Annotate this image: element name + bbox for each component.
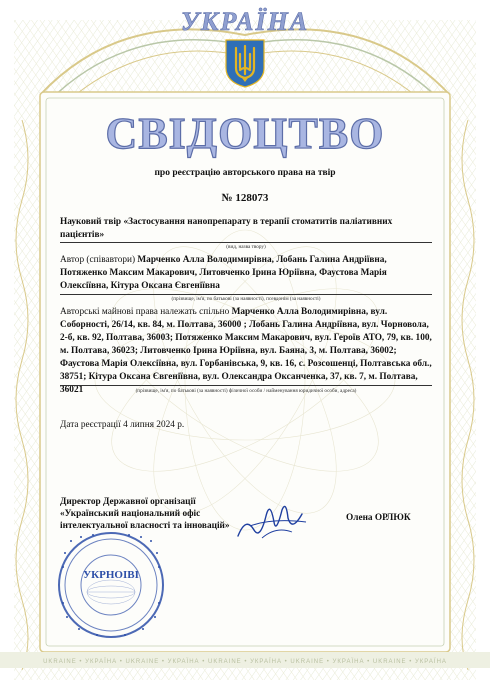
work-caption: (вид, назва твору)	[226, 244, 266, 250]
work-title: «Застосування нанопрепарату в терапії стоматитів паліативних пацієнтів»	[60, 217, 393, 240]
divider	[60, 242, 432, 243]
certificate-number: № 128073	[221, 192, 269, 204]
handwritten-signature-icon	[232, 496, 312, 544]
svg-text:UKRAINE • УКРАЇНА • UKRAINE •: UKRAINE • УКРАЇНА • UKRAINE • УКРАЇНА • UKRAINE • УКРАЇНА • UKRAINE • УКРАЇНА • UKRAINE • УКРАЇНА	[43, 659, 447, 665]
certificate-subtitle: про реєстрацію авторського права на твір	[154, 168, 336, 178]
authors-label: Автор (співавтори)	[60, 255, 136, 265]
authors-names: Марченко Алла Володимирівна, Лобань Галина Андріївна, Потяженко Максим Макарович, Литовченко Ірина Юріївна, Фаустова Марія Олексіївна, Кітура Оксана Євгеніївна	[60, 255, 387, 291]
authors-caption: (прізвище, ім'я, по батькові (за наявності), псевдонім (за наявності)	[171, 296, 321, 302]
divider	[60, 385, 432, 386]
svg-text:УКРАЇНА: УКРАЇНА	[180, 7, 310, 36]
tryzub-icon	[222, 38, 268, 88]
certificate-title	[0, 104, 490, 164]
work-section	[60, 216, 432, 242]
work-label: Науковий твір	[60, 217, 122, 227]
owners-section	[60, 306, 432, 397]
signer-name: Олена ОРЛЮК	[346, 513, 411, 523]
svg-text:УКРНОІВІ: УКРНОІВІ	[83, 569, 139, 581]
owners-text: Марченко Алла Володимирівна, вул. Соборності, 26/14, кв. 84, м. Полтава, 36000 ; Лобань Галина Андріївна, вул. Чорновола, 2-б, кв. 92, Полтава, 36003; Потяженко Максим Макарович, вул. Героїв АТО, 79, кв. 100, м. Полтава, 36023; Литовченко Ірина Юріївна, вул. Баяна, 3, м. Полтава, 36002; Фаустова Марія Олексіївна, вул. Горбанівська, 9, кв. 16, с. Розсошенці, Полтавська обл., 38751; Кітура Оксана Євгеніївна, вул. Олександра Оксанченка, 37, кв. 7, м. Полтава, 36021	[60, 307, 432, 395]
country-heading	[0, 2, 490, 38]
registration-date: Дата реєстрації 4 липня 2024 р.	[60, 420, 185, 430]
official-stamp-icon	[56, 530, 166, 640]
owners-caption: (прізвище, ім'я, по батькові (за наявності) фізичної особи / найменування юридичної особи, адреса)	[135, 388, 357, 394]
authors-section	[60, 254, 432, 293]
divider	[60, 294, 432, 295]
footer-pattern	[0, 652, 490, 668]
director-position: Директор Державної організації «Український національний офіс інтелектуальної власності та інновацій»	[60, 497, 230, 531]
owners-label: Авторські майнові права належать спільно	[60, 307, 230, 317]
svg-text:СВІДОЦТВО: СВІДОЦТВО	[105, 109, 385, 158]
